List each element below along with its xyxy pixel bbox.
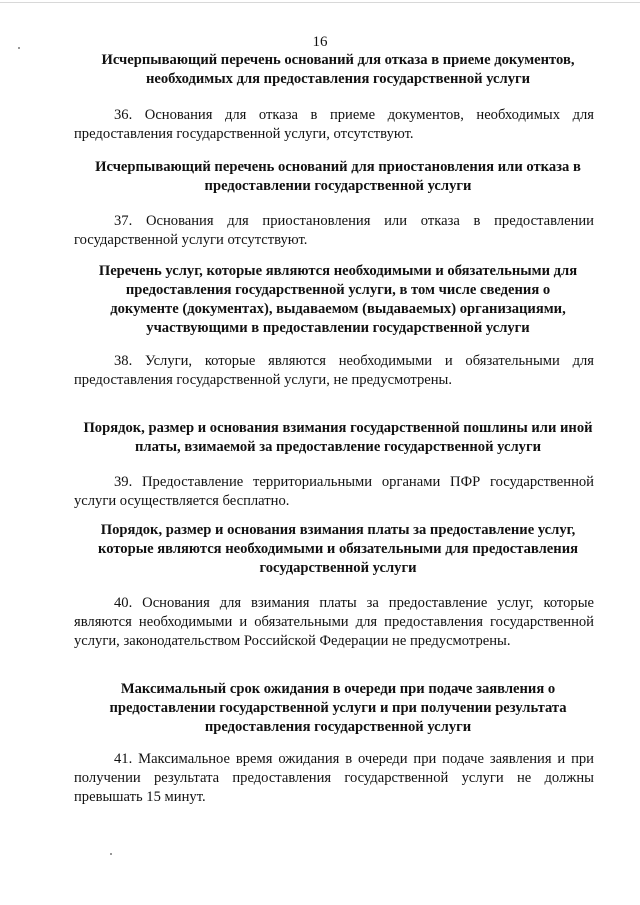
paragraph-37: 37. Основания для приостановления или отказа в предоставлении государственной услуги отсутствуют. [74, 213, 594, 248]
section-heading-refusal-documents: Исчерпывающий перечень оснований для отказа в приеме документов, необходимых для предоставления государственной услуги [101, 52, 575, 87]
paragraph-39: 39. Предоставление территориальными органами ПФР государственной услуги осуществляется бесплатно. [74, 474, 594, 509]
section-heading-state-duty: Порядок, размер и основания взимания государственной пошлины или иной платы, взимаемой за предоставление государственной услуги [83, 420, 593, 455]
scan-speck [110, 853, 112, 855]
paragraph-41: 41. Максимальное время ожидания в очереди при подаче заявления и при получении результата предоставления государственной услуги не должны превышать 15 минут. [74, 751, 594, 805]
section-heading-payment-for-services: Порядок, размер и основания взимания платы за предоставление услуг, которые являются необходимыми и обязательными для предоставления государственной услуги [98, 522, 578, 576]
page-number: 16 [312, 34, 328, 50]
paragraph-38: 38. Услуги, которые являются необходимыми и обязательными для предоставления государственной услуги, не предусмотрены. [74, 353, 594, 388]
paragraph-36: 36. Основания для отказа в приеме документов, необходимых для предоставления государственной услуги, отсутствуют. [74, 107, 594, 142]
section-heading-suspension: Исчерпывающий перечень оснований для приостановления или отказа в предоставлении государственной услуги [95, 159, 581, 194]
scan-edge-line [0, 2, 640, 3]
paragraph-40: 40. Основания для взимания платы за предоставление услуг, которые являются необходимыми и обязательными для предоставления государственной услуги, законодательством Российской Федерации не предусмотрены. [74, 595, 594, 649]
section-heading-queue-time: Максимальный срок ожидания в очереди при подаче заявления о предоставлении государственной услуги и при получении результата предоставления государственной услуги [109, 681, 567, 735]
section-heading-required-services: Перечень услуг, которые являются необходимыми и обязательными для предоставления государственной услуги, в том числе сведения о документе (документах), выдаваемом (выдаваемых) организациями, участвующими в предоставлении государственной услуги [98, 263, 578, 336]
